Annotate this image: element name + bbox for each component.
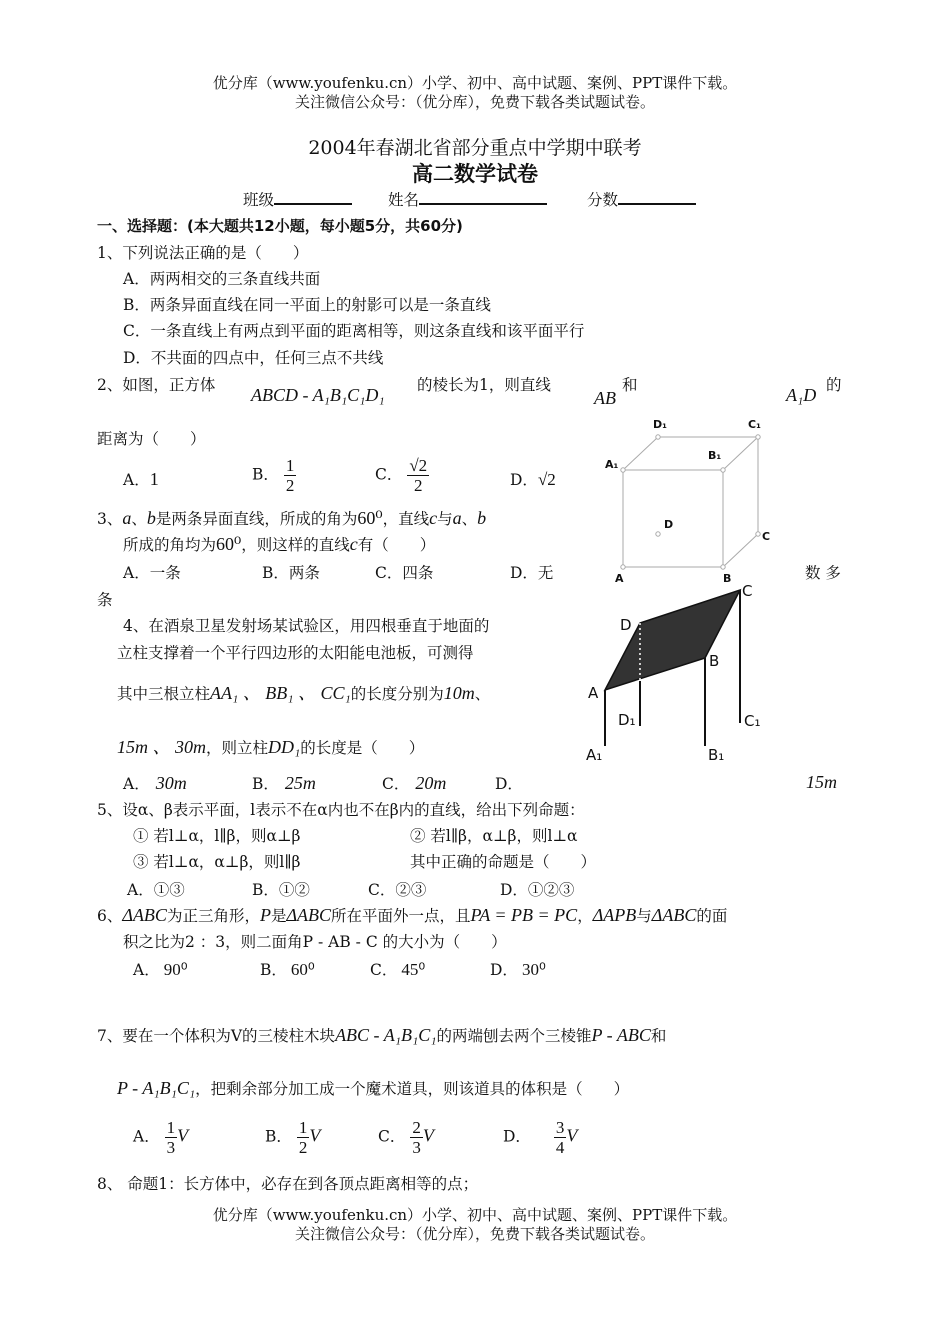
- q6-option-d-value: 30⁰: [521, 960, 546, 979]
- q4-length1: 10m: [443, 683, 475, 703]
- q7-c-num: 2: [412, 1118, 421, 1137]
- q7-b-den: 2: [298, 1138, 308, 1157]
- q3-var-c: c: [429, 508, 438, 528]
- q3-line-1: [97, 507, 486, 529]
- q7-option-a: [133, 1118, 188, 1157]
- class-field: [243, 188, 352, 210]
- q4-line-1: 4、在酒泉卫星发射场某试验区，用四根垂直于地面的: [123, 617, 490, 635]
- q3-text2: ，直线: [382, 510, 430, 528]
- q4-option-a-label: A．: [123, 775, 150, 793]
- q6-tri1: ΔABC: [122, 905, 167, 925]
- q3-text4: 所成的角均为: [123, 536, 217, 554]
- cube-figure: [598, 412, 778, 587]
- q3-num: 3、: [97, 510, 123, 528]
- q6-text3: 所在平面外一点，且: [331, 907, 471, 925]
- q7-text3: 和: [650, 1027, 667, 1045]
- q7-c-den: 3: [412, 1138, 421, 1157]
- q3-text6: 有（ ）: [357, 536, 436, 554]
- q4-option-d-label: D．: [495, 775, 523, 793]
- q1-option-d: D．不共面的四点中，任何三点不共线: [123, 349, 384, 367]
- q3-angle2: 60⁰: [216, 534, 242, 554]
- q4-lengths: 15m 、 30m: [117, 737, 206, 757]
- q6-text6: 的面: [696, 907, 728, 925]
- q5-proposition-2: ② 若l∥β，α⊥β，则l⊥α: [410, 827, 578, 845]
- q2-stem-part4: 的: [826, 376, 842, 394]
- q6-option-d: [490, 958, 546, 980]
- exam-title: 2004年春湖北省部分重点中学期中联考: [308, 137, 642, 159]
- q7-text4: ，把剩余部分加工成一个魔术道具，则该道具的体积是（ ）: [195, 1080, 630, 1098]
- q6-option-d-label: D．: [490, 961, 518, 979]
- cube-label-d: D: [664, 518, 674, 531]
- q3-var-b: b: [146, 508, 156, 528]
- class-blank: [274, 189, 352, 205]
- q3-var-b2: b: [477, 508, 487, 528]
- q3-option-d-tail: 数 多: [805, 564, 841, 582]
- q4-option-b-value: 25m: [284, 773, 316, 793]
- q2-option-a: [123, 468, 159, 490]
- q6-option-a-label: A．: [133, 961, 160, 979]
- cube-label-d1: D₁: [653, 418, 667, 431]
- q4-option-b: [252, 772, 316, 794]
- q8-stem: 8、 命题1：长方体中，必存在到各顶点距离相等的点；: [97, 1175, 479, 1193]
- q7-text1: 7、要在一个体积为V的三棱柱木块: [97, 1027, 336, 1045]
- q7-option-c: [378, 1118, 434, 1157]
- q6-equal-edges: PA = PB = PC: [470, 905, 578, 925]
- q4-option-a: [123, 772, 187, 794]
- q6-text5: 与: [636, 907, 652, 925]
- q6-tri4: ΔABC: [651, 905, 697, 925]
- panel-label-b1: B₁: [708, 746, 725, 764]
- q3-line-2: [123, 533, 435, 555]
- q7-pyramid2: P - A₁B₁C₁: [117, 1078, 196, 1098]
- q2-b-num: 1: [285, 456, 295, 475]
- q3-var-c2: c: [349, 534, 358, 554]
- q2-option-d-label: D．: [510, 471, 538, 489]
- cube-label-a: A: [615, 572, 624, 585]
- q6-line-1: [97, 904, 727, 926]
- q4-line-2: 立柱支撑着一个平行四边形的太阳能电池板，可测得: [117, 644, 474, 662]
- section-heading: 一、选择题：(本大题共12小题，每小题5分，共60分): [97, 217, 463, 235]
- score-field: [587, 188, 696, 210]
- q4-option-c-value: 20m: [415, 773, 447, 793]
- q7-b-num: 1: [298, 1118, 308, 1137]
- panel-label-a: A: [588, 684, 599, 702]
- q3-text5: ，则这样的直线: [241, 536, 350, 554]
- exam-subtitle: 高二数学试卷: [412, 162, 538, 186]
- q5-option-c: C．②③: [368, 881, 427, 899]
- q2-option-b-label: B．: [252, 465, 279, 484]
- q7-option-b-label: B．: [265, 1127, 292, 1146]
- q4-line-4: [117, 733, 424, 759]
- q1-option-c: C．一条直线上有两点到平面的距离相等，则这条直线和该平面平行: [123, 322, 585, 340]
- q6-option-c: [370, 958, 425, 980]
- q6-tri3: ΔAPB: [592, 905, 637, 925]
- q2-stem-part3: 和: [622, 376, 638, 394]
- q5-option-b: B．①②: [252, 881, 310, 899]
- q2-stem-part2: 的棱长为1，则直线: [417, 376, 551, 394]
- q2-line-a1d: A₁D: [786, 385, 817, 405]
- panel-label-d1: D₁: [618, 711, 636, 729]
- cube-label-c: C: [762, 530, 771, 543]
- name-field: [388, 188, 547, 210]
- q7-d-den: 4: [555, 1138, 565, 1157]
- q6-option-a: [133, 958, 188, 980]
- solar-panel-figure: [580, 578, 780, 773]
- q6-option-b-label: B．: [260, 961, 287, 979]
- q7-option-b: [265, 1118, 320, 1157]
- q5-option-a: A．①③: [127, 881, 185, 899]
- q2-option-a-label: A．: [123, 471, 150, 489]
- q3-option-c: C．四条: [375, 564, 434, 582]
- q5-question: 其中正确的命题是（ ）: [410, 853, 597, 871]
- footer-line-2: 关注微信公众号：（优分库），免费下载各类试题试卷。: [294, 1225, 655, 1243]
- q2-stem-part5: 距离为（ ）: [97, 430, 206, 448]
- q6-tri2: ΔABC: [286, 905, 332, 925]
- q7-d-num: 3: [555, 1118, 565, 1137]
- q4-text4: ，则立柱: [206, 739, 269, 757]
- panel-label-d: D: [620, 616, 632, 634]
- q7-option-b-fraction: [297, 1118, 310, 1157]
- q7-option-c-label: C．: [378, 1127, 406, 1146]
- q6-line-2: 积之比为2 ：3，则二面角P - AB - C 的大小为（ ）: [123, 933, 507, 951]
- score-blank: [618, 189, 696, 205]
- q2-option-b: [252, 456, 296, 495]
- q4-text5: 的长度是（ ）: [300, 739, 425, 757]
- q7-option-a-label: A．: [133, 1127, 160, 1146]
- footer-line-1: 优分库（www.youfenku.cn）小学、初中、高中试题、案例、PPT课件下载。: [212, 1206, 738, 1224]
- header-line-2: 关注微信公众号：（优分库），免费下载各类试题试卷。: [294, 93, 655, 111]
- q2-c-den: 2: [413, 476, 423, 495]
- q6-option-a-value: 90⁰: [163, 960, 188, 979]
- q4-text3: 、: [474, 685, 491, 703]
- q7-option-a-fraction: [165, 1118, 178, 1157]
- q3-option-a: A．一条: [123, 564, 181, 582]
- score-label: 分数: [587, 191, 619, 209]
- q3-var-a: a: [122, 508, 132, 528]
- q4-text2: 的长度分别为: [350, 685, 444, 703]
- q6-text2: 是: [270, 907, 287, 925]
- q4-option-b-label: B．: [252, 775, 279, 793]
- class-label: 班级: [243, 191, 275, 209]
- q6-text1: 为正三角形，: [166, 907, 260, 925]
- q3-var-a2: a: [452, 508, 462, 528]
- q7-c-var: V: [422, 1125, 434, 1146]
- q6-text4: ，: [577, 907, 593, 925]
- q6-point-p: P: [259, 905, 271, 925]
- cube-label-a1: A₁: [605, 458, 619, 471]
- q2-option-b-fraction: [284, 456, 297, 495]
- q7-option-c-fraction: [410, 1118, 423, 1157]
- q2-option-a-value: 1: [149, 469, 159, 489]
- q3-option-d-tail2: 条: [97, 591, 113, 609]
- q7-b-var: V: [309, 1125, 321, 1146]
- q7-option-d-label: D．: [503, 1127, 531, 1146]
- panel-label-c1: C₁: [744, 712, 761, 730]
- q7-a-num: 1: [166, 1118, 176, 1137]
- q6-option-c-label: C．: [370, 961, 398, 979]
- q7-a-var: V: [177, 1125, 189, 1146]
- name-blank: [419, 189, 547, 205]
- q2-option-c-label: C．: [375, 465, 403, 484]
- q3-text3: 与: [437, 510, 453, 528]
- q5-proposition-1: ① 若l⊥α，l∥β，则α⊥β: [133, 827, 301, 845]
- q4-option-d-value: 15m: [806, 772, 837, 792]
- q3-sep2: 、: [461, 510, 478, 528]
- q3-sep1: 、: [131, 510, 147, 528]
- q7-prism: ABC - A₁B₁C₁: [335, 1025, 437, 1045]
- panel-label-a1: A₁: [586, 746, 603, 764]
- q2-option-c-fraction: [407, 456, 429, 495]
- q2-option-d-value: √2: [537, 470, 556, 489]
- q1-option-a: A．两两相交的三条直线共面: [123, 270, 321, 288]
- q7-d-var: V: [566, 1125, 578, 1146]
- panel-label-c: C: [742, 582, 753, 600]
- q7-text2: 的两端刨去两个三棱锥: [436, 1027, 592, 1045]
- q3-angle1: 60⁰: [357, 508, 383, 528]
- q2-stem-part1: 2、如图，正方体: [97, 376, 216, 394]
- q7-a-den: 3: [166, 1138, 176, 1157]
- q3-option-d: D．无: [510, 564, 554, 582]
- q4-line-3: [117, 679, 490, 705]
- q5-option-d: D．①②③: [500, 881, 575, 899]
- q1-option-b: B．两条异面直线在同一平面上的射影可以是一条直线: [123, 296, 491, 314]
- header-line-1: 优分库（www.youfenku.cn）小学、初中、高中试题、案例、PPT课件下载。: [212, 74, 738, 92]
- q6-option-b: [260, 958, 315, 980]
- q4-option-c: [382, 772, 446, 794]
- q6-option-b-value: 60⁰: [290, 960, 315, 979]
- q4-option-a-value: 30m: [155, 773, 187, 793]
- panel-label-b: B: [709, 652, 720, 670]
- q2-b-den: 2: [285, 476, 295, 495]
- q3-text1: 是两条异面直线，所成的角为: [155, 510, 358, 528]
- q4-pillars: AA₁ 、 BB₁ 、 CC₁: [210, 683, 351, 703]
- q4-text1: 其中三根立柱: [117, 685, 211, 703]
- q7-line-2: [117, 1077, 629, 1099]
- cube-label-b: B: [723, 572, 732, 585]
- q4-option-c-label: C．: [382, 775, 410, 793]
- q6-num: 6、: [97, 907, 123, 925]
- q7-line-1: [97, 1024, 666, 1046]
- q2-option-c: [375, 456, 429, 495]
- cube-label-b1: B₁: [708, 449, 722, 462]
- q5-stem: 5、设α、β表示平面，l表示不在α内也不在β内的直线，给出下列命题：: [97, 801, 585, 819]
- q2-line-ab: AB: [594, 388, 616, 408]
- q7-pyramid1: P - ABC: [591, 1025, 651, 1045]
- q4-pillar-dd1: DD₁: [268, 737, 301, 757]
- name-label: 姓名: [388, 191, 420, 209]
- q7-option-d-fraction: [554, 1118, 567, 1157]
- q5-proposition-3: ③ 若l⊥α，α⊥β，则l∥β: [133, 853, 301, 871]
- q7-option-d: [503, 1118, 577, 1157]
- q2-c-num: √2: [409, 456, 428, 475]
- q6-option-c-value: 45⁰: [401, 960, 426, 979]
- q2-option-d: [510, 468, 556, 490]
- q2-cube-name: ABCD - A₁B₁C₁D₁: [251, 385, 385, 405]
- q3-option-b: B．两条: [262, 564, 320, 582]
- q1-stem: 1、下列说法正确的是（ ）: [97, 244, 309, 262]
- cube-label-c1: C₁: [748, 418, 761, 431]
